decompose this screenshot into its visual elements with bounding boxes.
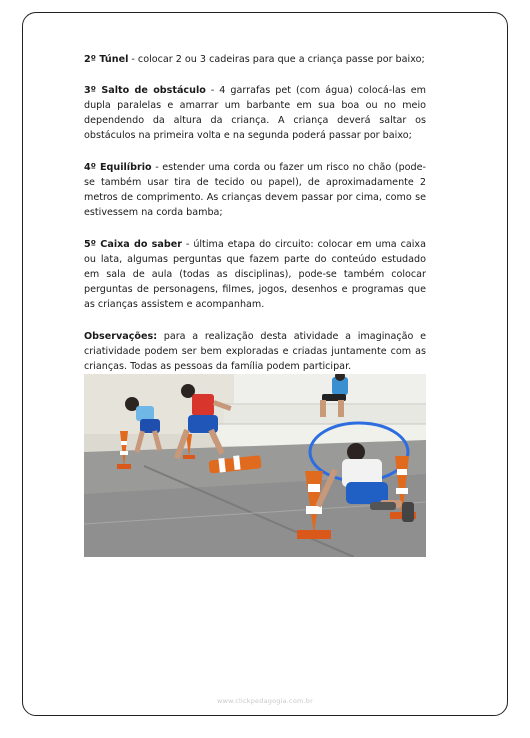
item-label: Observações: bbox=[84, 331, 158, 342]
item-equilibrio bbox=[84, 160, 426, 220]
children-circuit-photo bbox=[84, 374, 426, 557]
item-salto-obstaculo bbox=[84, 83, 426, 143]
activity-photo bbox=[84, 374, 426, 557]
item-text: - última etapa do circuito: colocar em uma caixa ou lata, algumas perguntas que fazem parte do conteúdo estudado em sala de aula (todas as disciplinas), pode-se também colocar perguntas de personagens, filmes, jogos, desenhos e programas que as crianças assistem e acompanham. bbox=[84, 239, 426, 310]
item-text: - estender uma corda ou fazer um risco no chão (pode-se também usar tira de tecido ou papel), de aproximadamente 2 metros de comprimento. As crianças devem passar por cima, como se estivessem na corda bamba; bbox=[84, 162, 426, 218]
item-label: 5º Caixa do saber bbox=[84, 239, 182, 250]
footer-watermark: www.clickpedagogia.com.br bbox=[216, 697, 313, 705]
item-label: 3º Salto de obstáculo bbox=[84, 85, 206, 96]
item-tunel bbox=[84, 52, 426, 67]
item-text: - 4 garrafas pet (com água) colocá-las em dupla paralelas e amarrar um barbante em sua boa ou no meio dependendo da altura da criança. A criança deverá saltar os obstáculos na primeira volta e na segunda poderá passar por baixo; bbox=[84, 85, 426, 141]
observacoes bbox=[84, 329, 426, 374]
item-label: 4º Equilíbrio bbox=[84, 162, 152, 173]
item-text: - colocar 2 ou 3 cadeiras para que a criança passe por baixo; bbox=[128, 54, 425, 65]
item-label: 2º Túnel bbox=[84, 54, 129, 65]
item-text: para a realização desta atividade a imaginação e criatividade podem ser bem exploradas e criadas juntamente com as crianças. Todas as pessoas da família podem participar. bbox=[84, 331, 426, 372]
document-body bbox=[84, 52, 426, 391]
item-caixa-do-saber bbox=[84, 237, 426, 312]
